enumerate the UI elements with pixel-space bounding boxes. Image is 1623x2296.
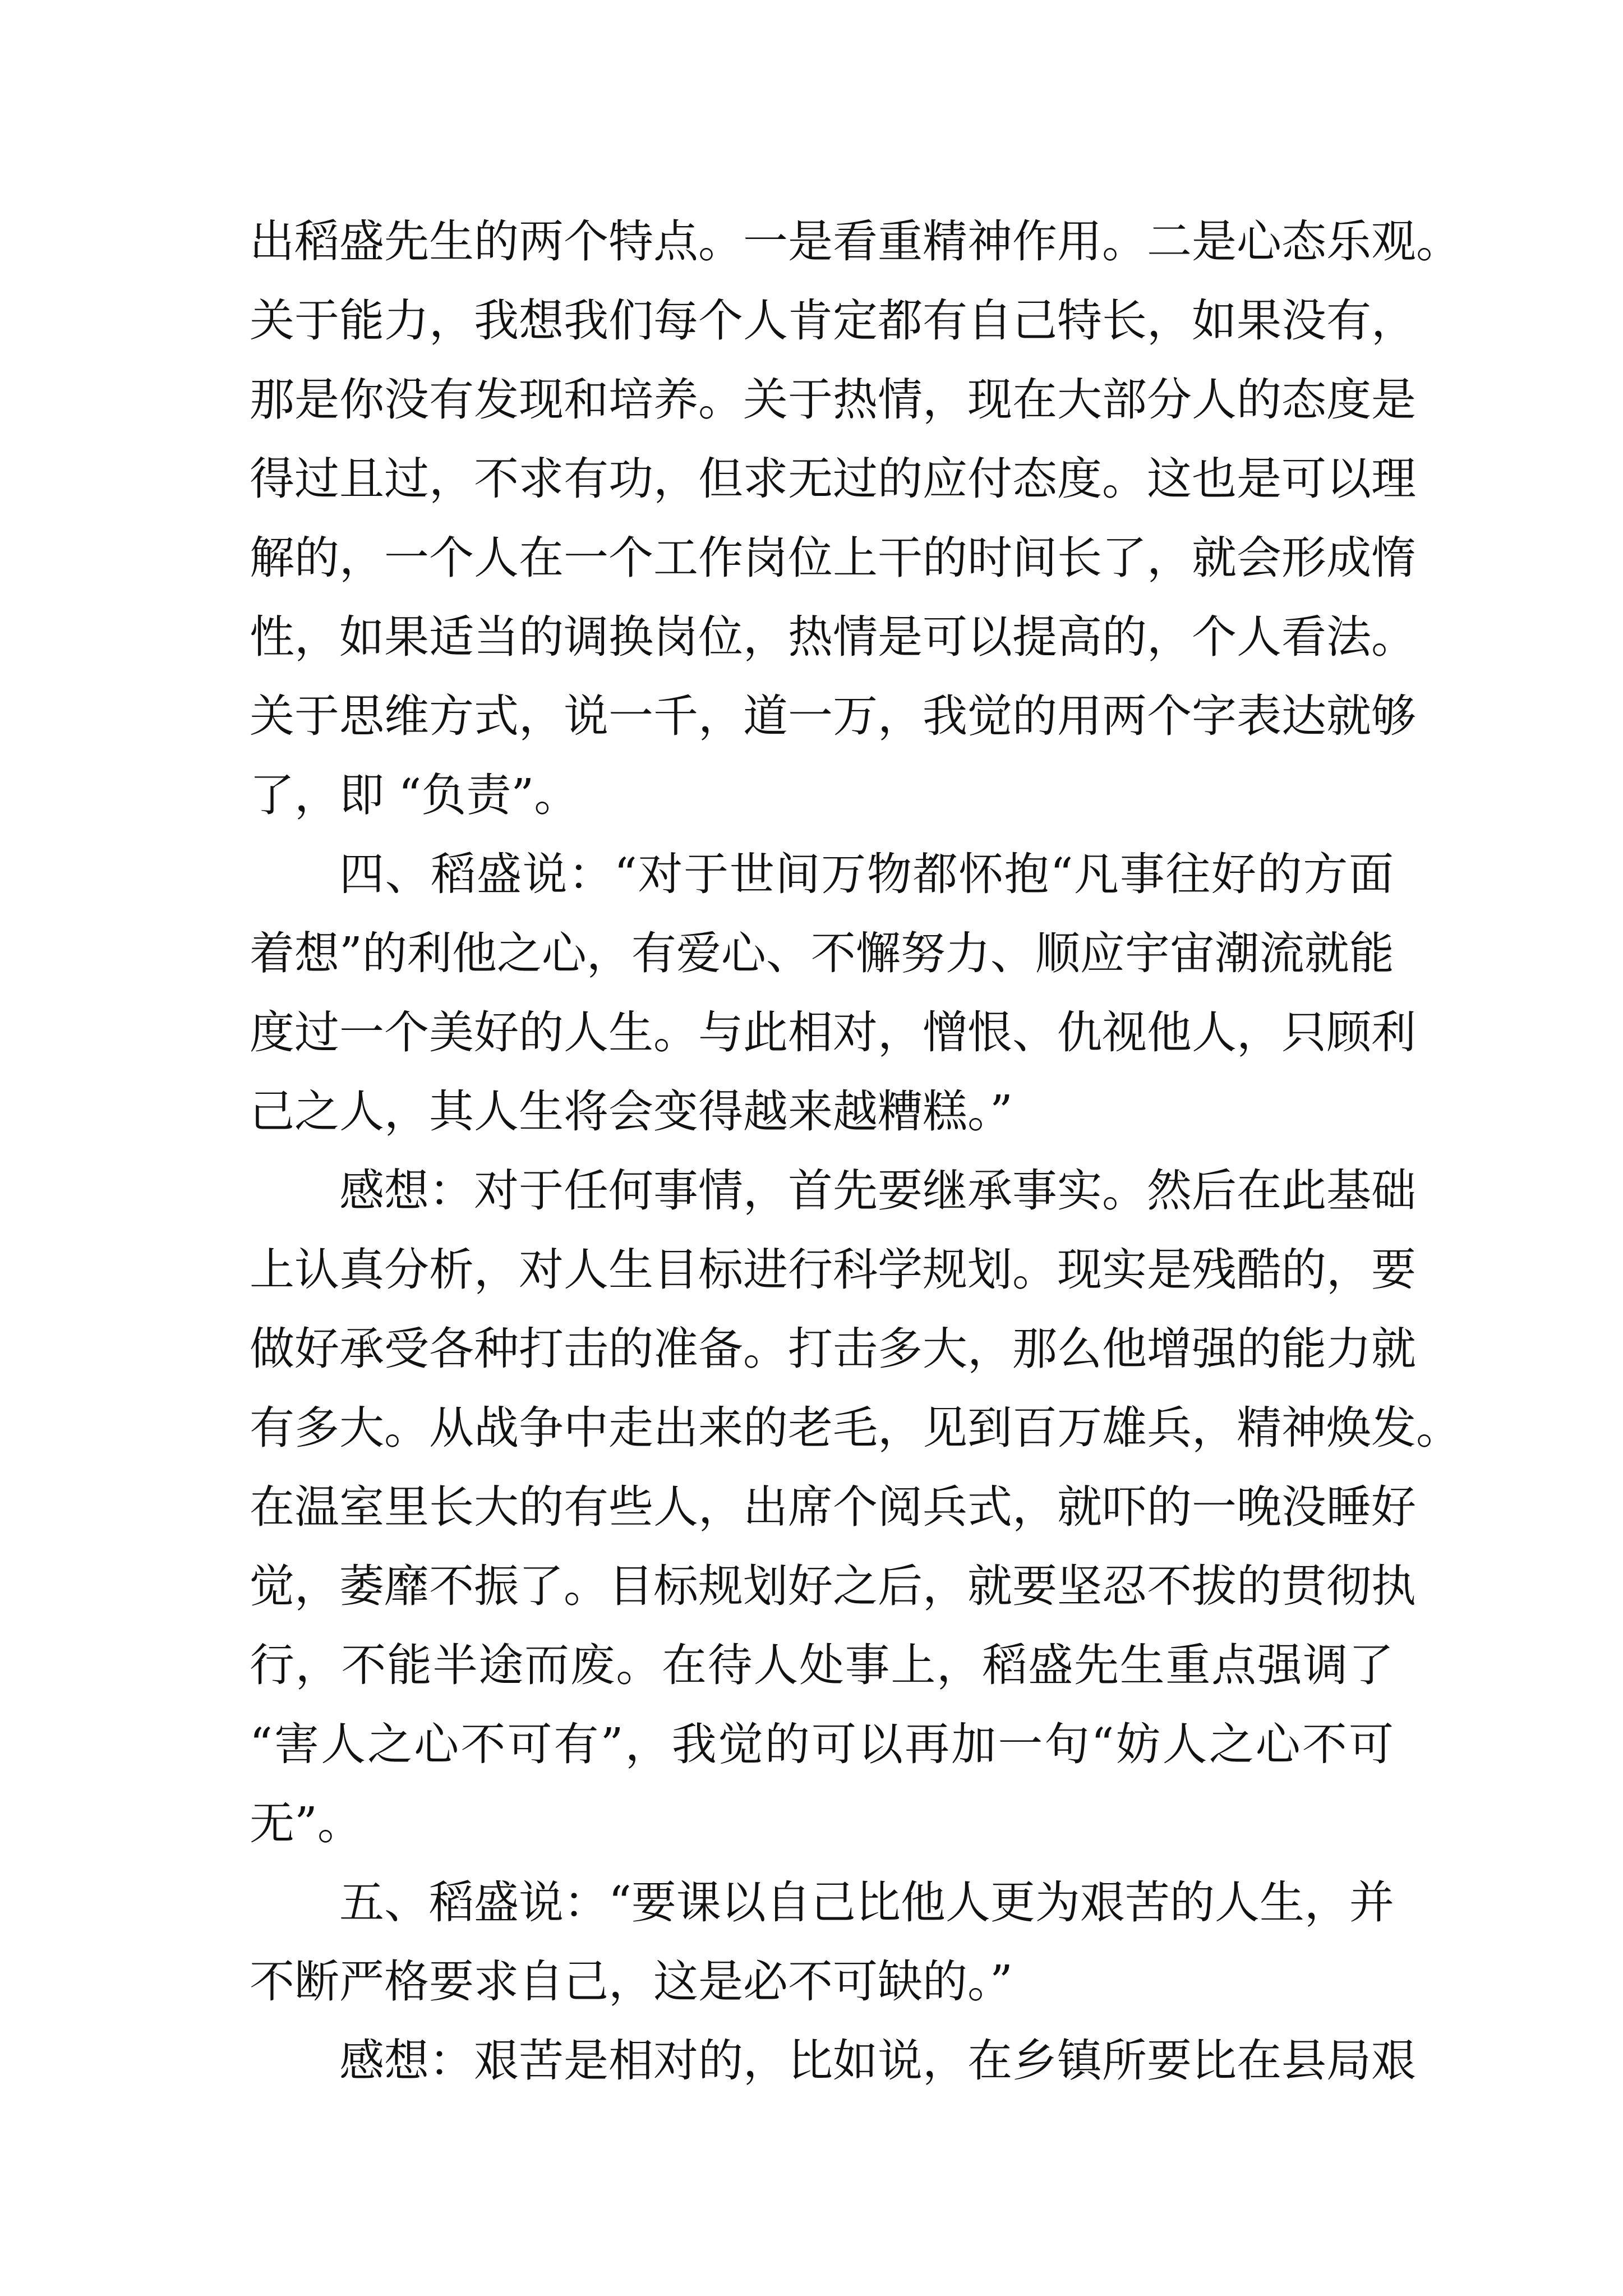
body-text [250, 202, 1461, 2100]
text-line: 做好承受各种打击的准备。打击多大，那么他增强的能力就 [250, 1323, 1416, 1375]
paragraph-heading-line: 感想：艰苦是相对的，比如说，在乡镇所要比在县局艰 [339, 2035, 1416, 2087]
text-line: 关于思维方式，说一千，道一万，我觉的用两个字表达就够 [250, 690, 1416, 742]
text-line: 有多大。从战争中走出来的老毛，见到百万雄兵，精神焕发。 [250, 1402, 1461, 1454]
paragraph-heading-line: 四、稻盛说：“对于世间万物都怀抱“凡事往好的方面 [339, 848, 1394, 900]
text-line: 不断严格要求自己，这是必不可缺的。” [250, 1955, 1013, 2008]
text-line: 觉，萎靡不振了。目标规划好之后，就要坚忍不拔的贯彻执 [250, 1560, 1416, 1612]
text-line: 得过且过，不求有功，但求无过的应付态度。这也是可以理 [250, 453, 1416, 505]
text-line: 着想”的利他之心，有爱心、不懈努力、顺应宇宙潮流就能 [250, 927, 1394, 979]
text-line: 无”。 [250, 1797, 362, 1849]
text-line: 性，如果适当的调换岗位，热情是可以提高的，个人看法。 [250, 611, 1416, 663]
text-line: 了，即 “负责”。 [250, 769, 579, 821]
text-line: 关于能力，我想我们每个人肯定都有自己特长，如果没有， [250, 295, 1416, 347]
paragraph-heading-line: 五、稻盛说：“要课以自己比他人更为艰苦的人生，并 [339, 1876, 1394, 1929]
text-line: “害人之心不可有”，我觉的可以再加一句“妨人之心不可 [250, 1718, 1394, 1770]
text-line: 在温室里长大的有些人，出席个阅兵式，就吓的一晚没睡好 [250, 1481, 1416, 1533]
text-line: 解的，一个人在一个工作岗位上干的时间长了，就会形成惰 [250, 532, 1416, 584]
text-line: 度过一个美好的人生。与此相对，憎恨、仇视他人，只顾利 [250, 1006, 1416, 1059]
text-line: 行，不能半途而废。在待人处事上，稻盛先生重点强调了 [250, 1639, 1394, 1691]
text-line: 上认真分析，对人生目标进行科学规划。现实是残酷的，要 [250, 1244, 1416, 1296]
paragraph-heading-line: 感想：对于任何事情，首先要继承事实。然后在此基础 [339, 1165, 1416, 1217]
text-line: 那是你没有发现和培养。关于热情，现在大部分人的态度是 [250, 374, 1416, 426]
text-line: 己之人，其人生将会变得越来越糟糕。” [250, 1085, 1013, 1138]
text-line: 出稻盛先生的两个特点。一是看重精神作用。二是心态乐观。 [250, 215, 1461, 268]
